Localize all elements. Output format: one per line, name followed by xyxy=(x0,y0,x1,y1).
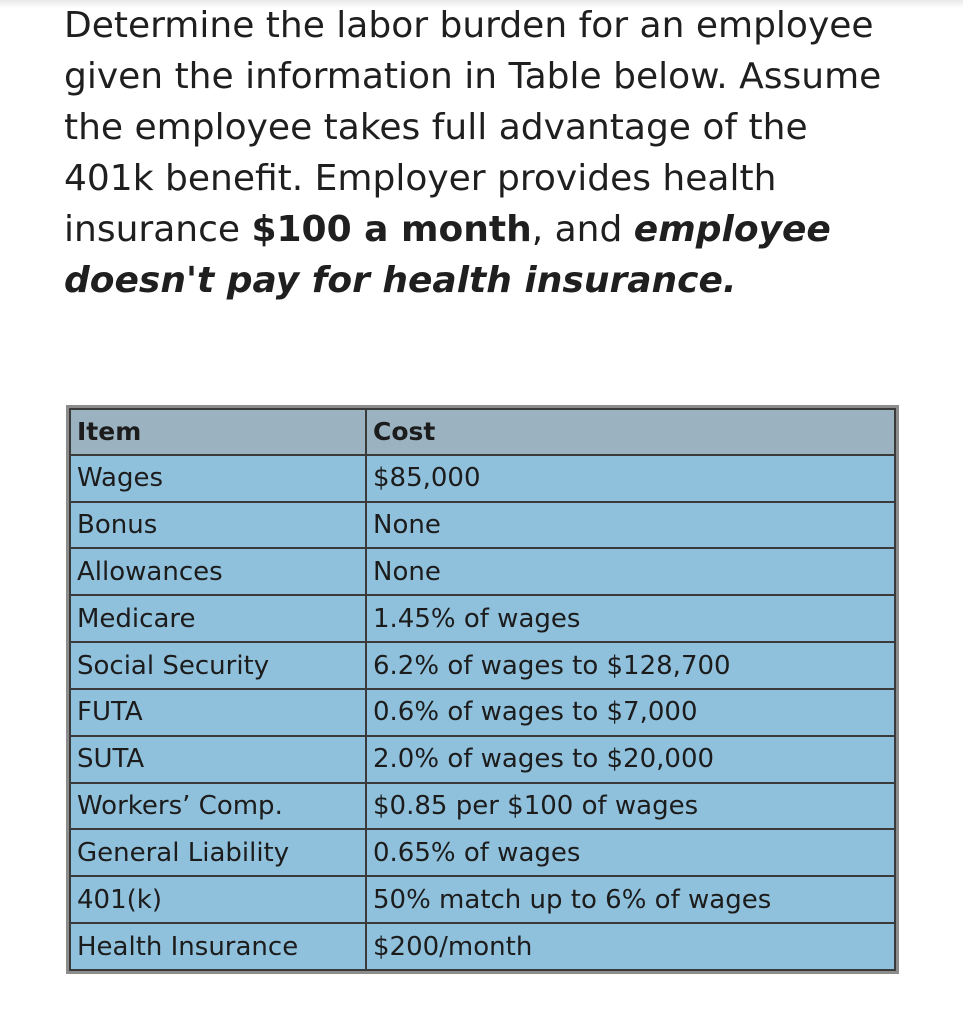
row-cost: 1.45% of wages xyxy=(366,595,895,642)
row-cost: None xyxy=(366,502,895,549)
cost-table-frame xyxy=(66,405,899,974)
table-row xyxy=(70,689,895,736)
table-row xyxy=(70,642,895,689)
row-item: FUTA xyxy=(70,689,366,736)
cost-table xyxy=(69,408,896,971)
header-cost: Cost xyxy=(366,409,895,455)
table-row xyxy=(70,502,895,549)
table-header-row xyxy=(70,409,895,455)
question-part2: , and xyxy=(531,209,634,250)
row-item: Allowances xyxy=(70,548,366,595)
row-cost: 6.2% of wages to $128,700 xyxy=(366,642,895,689)
table-row xyxy=(70,783,895,830)
row-item: 401(k) xyxy=(70,876,366,923)
row-cost: $85,000 xyxy=(366,455,895,502)
row-item: Workers’ Comp. xyxy=(70,783,366,830)
row-cost: 0.65% of wages xyxy=(366,829,895,876)
row-cost: None xyxy=(366,548,895,595)
row-cost: 2.0% of wages to $20,000 xyxy=(366,736,895,783)
table-row xyxy=(70,548,895,595)
row-cost: 0.6% of wages to $7,000 xyxy=(366,689,895,736)
table-row xyxy=(70,923,895,970)
row-item: Wages xyxy=(70,455,366,502)
table-row xyxy=(70,829,895,876)
question-bold-italic-note: employee doesn't pay for health insurance. xyxy=(64,209,831,301)
table-row xyxy=(70,455,895,502)
row-item: Medicare xyxy=(70,595,366,642)
row-item: General Liability xyxy=(70,829,366,876)
question-part1: Determine the labor burden for an employee given the information in Table below. Assume the employee takes full advantage of the 401k benefit. Employer provides health insurance xyxy=(64,5,882,250)
table-row xyxy=(70,595,895,642)
row-item: Social Security xyxy=(70,642,366,689)
row-item: Health Insurance xyxy=(70,923,366,970)
header-item: Item xyxy=(70,409,366,455)
row-item: Bonus xyxy=(70,502,366,549)
question-bold-amount: $100 a month xyxy=(251,209,532,250)
row-cost: $200/month xyxy=(366,923,895,970)
table-row xyxy=(70,736,895,783)
row-cost: 50% match up to 6% of wages xyxy=(366,876,895,923)
row-item: SUTA xyxy=(70,736,366,783)
row-cost: $0.85 per $100 of wages xyxy=(366,783,895,830)
table-row xyxy=(70,876,895,923)
question-text xyxy=(64,0,894,306)
